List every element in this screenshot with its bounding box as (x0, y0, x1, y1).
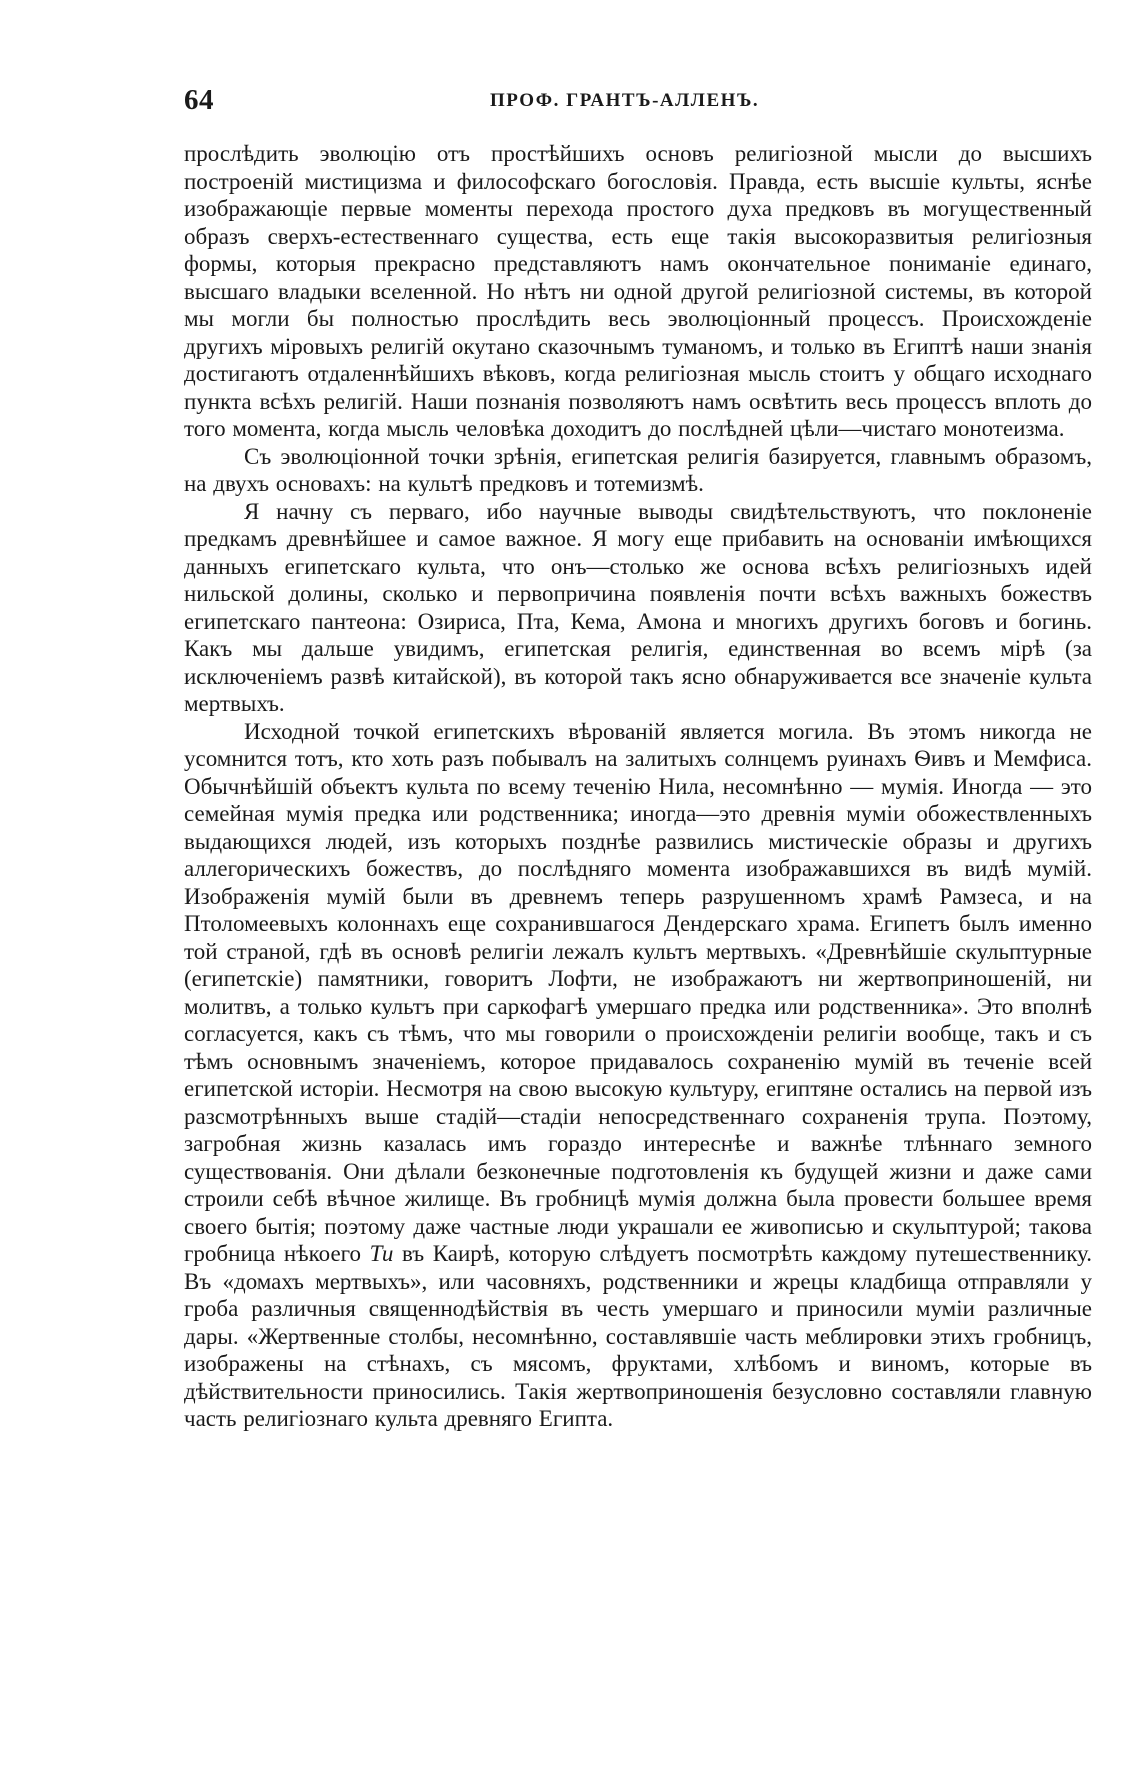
paragraph-4-part-1: Исходной точкой египетскихъ вѣрованій является могила. Въ этомъ никогда не усомнится тотъ, кто хоть разъ побывалъ на залитыхъ солнцемъ руинахъ Ѳивъ и Мемфиса. Обычнѣйшій объектъ культа по всему теченію Нила, несомнѣнно — мумія. Иногда — это семейная мумія предка или родственника; иногда—это древнія муміи обожествленныхъ выдающихся людей, изъ которыхъ позднѣе развились мистическіе образы и другихъ аллегорическихъ божествъ, до послѣдняго момента изображавшихся въ видѣ мумій. Изображенія мумій были въ древнемъ теперь разрушенномъ храмѣ Рамзеса, и на Птоломеевыхъ колоннахъ еще сохранившагося Дендерскаго храма. Египетъ былъ именно той страной, гдѣ въ основѣ религіи лежалъ культъ мертвыхъ. «Древнѣйшіе скульптурные (египетскіе) памятники, говоритъ Лофти, не изображаютъ ни жертвоприношеній, ни молитвъ, а только культъ при саркофагѣ умершаго предка или родственника». Это вполнѣ согласуется, какъ съ тѣмъ, что мы говорили о происхожденіи религіи вообще, такъ и съ тѣмъ основнымъ значеніемъ, которое придавалось сохраненію мумій въ теченіе всей египетской исторіи. Несмотря на свою высокую культуру, египтяне остались на первой изъ разсмотрѣнныхъ выше стадій—стадіи непосредственнаго сохраненія трупа. Поэтому, загробная жизнь казалась имъ гораздо интереснѣе и важнѣе тлѣннаго земного существованія. Они дѣлали безконечные подготовленія къ будущей жизни и даже сами строили себѣ вѣчное жилище. Въ гробницѣ мумія должна была провести большее время своего бытія; поэтому даже частные люди украшали ее живописью и скульптурой; такова гробница нѣкоего (184, 718, 1092, 1266)
paragraph-4 (184, 718, 1092, 1433)
italic-name-ti: Ти (369, 1241, 394, 1266)
running-title: ПРОФ. ГРАНТЪ-АЛЛЕНЪ. (490, 90, 760, 111)
running-head (184, 84, 908, 124)
paragraph-2: Съ эволюціонной точки зрѣнія, египетская религія базируется, главнымъ образомъ, на двухъ основахъ: на культѣ предковъ и тотемизмѣ. (184, 443, 1092, 496)
paragraph-4-part-2: въ Каирѣ, которую слѣдуетъ посмотрѣть каждому путешественнику. Въ «домахъ мертвыхъ», или часовняхъ, родственники и жрецы кладбища отправляли у гроба различныя священнодѣйствія въ честь умершаго и приносили муміи различные дары. «Жертвенные столбы, несомнѣнно, составлявшіе часть меблировки этихъ гробницъ, изображены на стѣнахъ, съ мясомъ, фруктами, хлѣбомъ и виномъ, которые въ дѣйствительности приносились. Такія жертвоприношенія безусловно составляли главную часть религіознаго культа древняго Египта. (184, 1241, 1092, 1431)
paragraph-1: прослѣдить эволюцію отъ простѣйшихъ основъ религіозной мысли до высшихъ построеній мистицизма и философскаго богословія. Правда, есть высшіе культы, яснѣе изображающіе первые моменты перехода простого духа предковъ въ могущественный образъ сверхъ-естественнаго существа, есть еще такія высокоразвитыя религіозныя формы, которыя прекрасно представляютъ намъ окончательное пониманіе единаго, высшаго владыки вселенной. Но нѣтъ ни одной другой религіозной системы, въ которой мы могли бы полностью прослѣдить весь эволюціонный процессъ. Происхожденіе другихъ міровыхъ религій окутано сказочнымъ туманомъ, и только въ Египтѣ наши знанія достигаютъ отдаленнѣйшихъ вѣковъ, когда религіозная мысль стоитъ у общаго исходнаго пункта всѣхъ религій. Наши познанія позволяютъ намъ освѣтить весь процессъ вплоть до того момента, когда мысль человѣка доходитъ до послѣдней цѣли—чистаго монотеизма. (184, 141, 1092, 441)
page-number: 64 (184, 84, 214, 116)
body-text (184, 140, 1092, 1433)
paragraph-3: Я начну съ перваго, ибо научные выводы свидѣтельствуютъ, что поклоненіе предкамъ древнѣйшее и самое важное. Я могу еще прибавить на основаніи имѣющихся данныхъ египетскаго культа, что онъ—столько же основа всѣхъ религіозныхъ идей нильской долины, сколько и первопричина появленія почти всѣхъ важныхъ божествъ египетскаго пантеона: Озириса, Пта, Кема, Амона и многихъ другихъ боговъ и богинь. Какъ мы дальше увидимъ, египетская религія, единственная во всемъ мірѣ (за исключеніемъ развѣ китайской), въ которой такъ ясно обнаруживается все значеніе культа мертвыхъ. (184, 498, 1092, 716)
